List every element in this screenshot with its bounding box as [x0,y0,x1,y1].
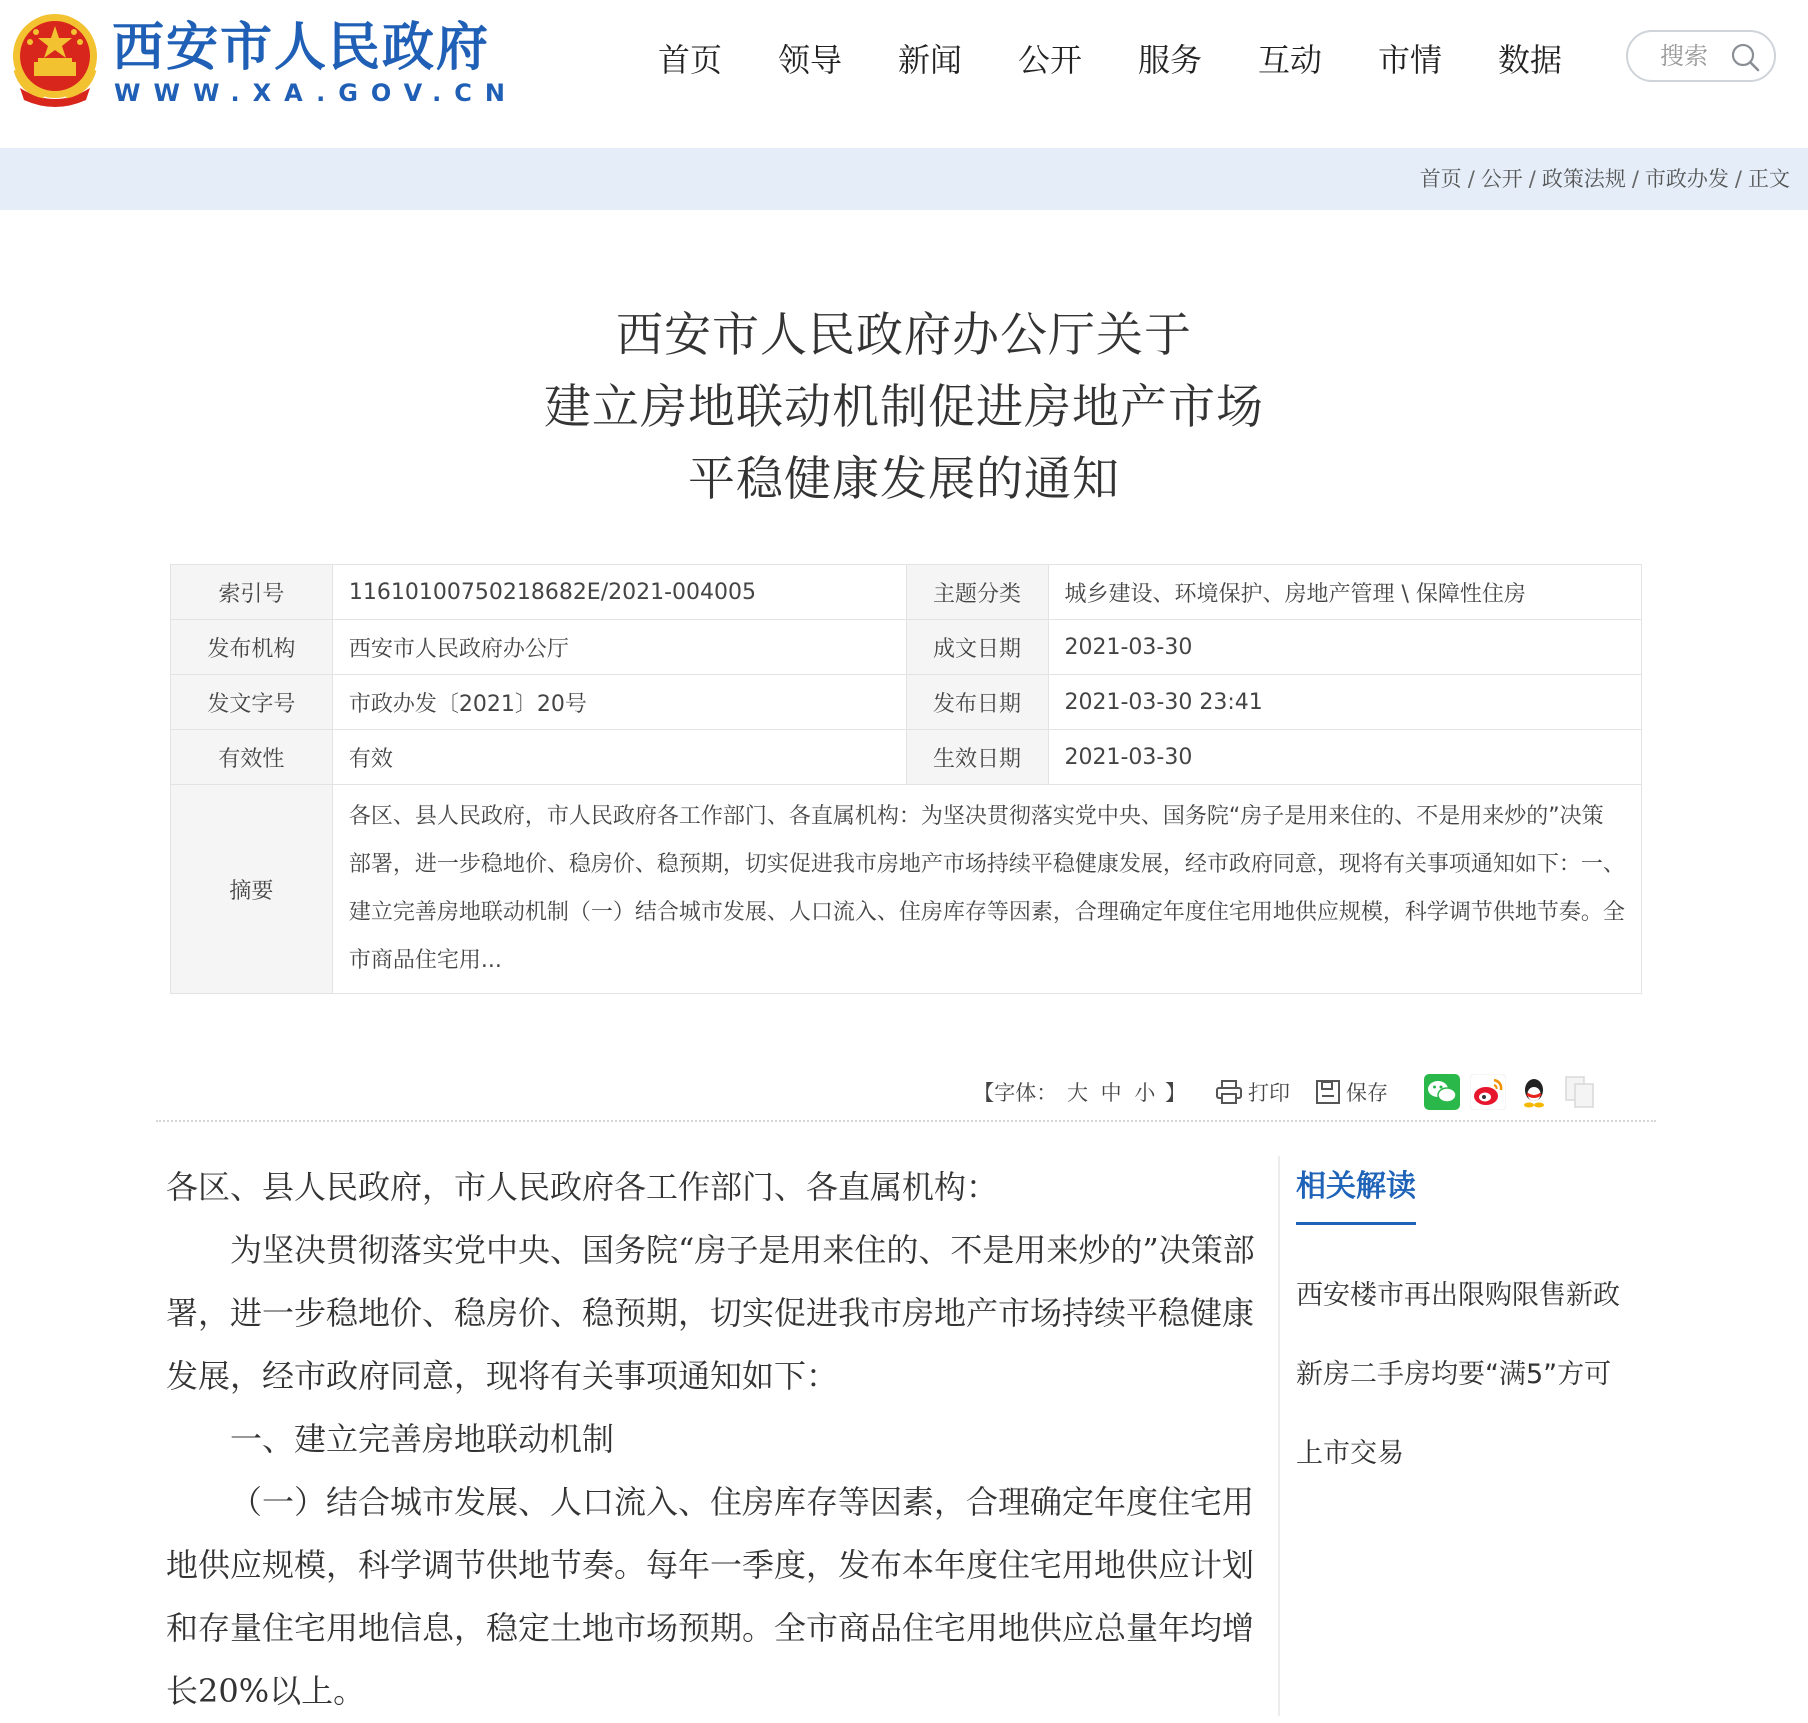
breadcrumb [1420,148,1790,210]
meta-label-validity: 有效性 [171,730,333,785]
article-title-line: 西安市人民政府办公厅关于 [616,308,1192,363]
document-metadata-table [170,564,1642,994]
meta-label-written-date: 成文日期 [906,620,1048,675]
meta-value-topic: 城乡建设、环境保护、房地产管理 \ 保障性住房 [1048,565,1642,620]
meta-label-doc-number: 发文字号 [171,675,333,730]
print-icon [1216,1080,1242,1104]
breadcrumb-public[interactable]: 公开 [1480,167,1523,191]
table-row [171,785,1642,994]
nav-item-city[interactable]: 市情 [1377,41,1442,79]
meta-value-validity: 有效 [332,730,906,785]
related-reading-link[interactable]: 西安楼市再出限购限售新政 新房二手房均要“满5”方可上市交易 [1296,1280,1620,1469]
nav-item-news[interactable]: 新闻 [897,41,962,79]
article-paragraph: 为坚决贯彻落实党中央、国务院“房子是用来住的、不是用来炒的”决策部署，进一步稳地价、稳房价、稳预期，切实促进我市房地产市场持续平稳健康发展，经市政府同意，现将有关事项通知如下： [166,1231,1255,1395]
breadcrumb-current: 正文 [1748,167,1790,191]
article-body [166,1156,1276,1723]
meta-label-effective-date: 生效日期 [906,730,1048,785]
search-box [1626,30,1776,82]
related-reading-heading: 相关解读 [1296,1162,1416,1225]
nav-item-public[interactable]: 公开 [1017,41,1082,79]
print-label: 打印 [1248,1081,1290,1105]
breadcrumb-separator: / [1734,167,1742,191]
article-title-line: 建立房地联动机制促进房地产市场 [544,380,1264,435]
meta-value-published-date: 2021-03-30 23:41 [1048,675,1642,730]
table-row [171,730,1642,785]
meta-label-index: 索引号 [171,565,333,620]
article-paragraph: （一）结合城市发展、人口流入、住房库存等因素，合理确定年度住宅用地供应规模，科学调节供地节奏。每年一季度，发布本年度住宅用地供应计划和存量住宅用地信息，稳定土地市场预期。全市商品住宅用地供应总量年均增长20%以上。 [166,1483,1255,1710]
meta-label-published-date: 发布日期 [906,675,1048,730]
article-salutation: 各区、县人民政府，市人民政府各工作部门、各直属机构： [166,1168,999,1206]
national-emblem-icon [8,10,102,112]
font-size-label: 【字体： [973,1081,1058,1105]
article-title-line: 平稳健康发展的通知 [688,452,1120,507]
site-header [0,0,1808,148]
meta-value-index: 11610100750218682E/2021-004005 [332,565,906,620]
meta-value-effective-date: 2021-03-30 [1048,730,1642,785]
table-row [171,620,1642,675]
meta-label-issuer: 发布机构 [171,620,333,675]
breadcrumb-policy[interactable]: 政策法规 [1541,167,1626,191]
font-size-large-button[interactable]: 大 [1066,1081,1088,1105]
breadcrumb-category[interactable]: 市政办发 [1644,167,1729,191]
print-button[interactable] [1216,1077,1290,1107]
breadcrumb-band [0,148,1808,210]
nav-item-interact[interactable]: 互动 [1257,41,1322,79]
save-icon [1316,1080,1340,1104]
site-name[interactable]: 西安市人民政府 [112,18,491,78]
table-row [171,565,1642,620]
copy-icon[interactable] [1562,1074,1598,1110]
site-url: WWW.XA.GOV.CN [114,79,518,107]
meta-label-topic: 主题分类 [906,565,1048,620]
nav-item-home[interactable]: 首页 [657,41,722,79]
breadcrumb-separator: / [1631,167,1639,191]
nav-item-leaders[interactable]: 领导 [777,41,842,79]
nav-item-data[interactable]: 数据 [1497,41,1562,79]
sidebar-divider [1278,1156,1280,1716]
article-container [6,210,1802,1716]
font-size-medium-button[interactable]: 中 [1100,1081,1122,1105]
nav-item-services[interactable]: 服务 [1137,41,1202,79]
main-nav [630,32,1590,88]
breadcrumb-home[interactable]: 首页 [1419,167,1462,191]
weibo-icon[interactable] [1470,1074,1506,1110]
save-label: 保存 [1346,1081,1388,1105]
article-title [6,300,1802,516]
meta-label-summary: 摘要 [171,785,333,994]
toolbar-tools [973,1072,1598,1112]
meta-value-summary: 各区、县人民政府，市人民政府各工作部门、各直属机构：为坚决贯彻落实党中央、国务院“房子是用来住的、不是用来炒的”决策部署，进一步稳地价、稳房价、稳预期，切实促进我市房地产市场持续平稳健康发展，经市政府同意，现将有关事项通知如下：一、建立完善房地联动机制（一）结合城市发展、人口流入、住房库存等因素，合理确定年度住宅用地供应规模，科学调节供地节奏。全市商品住宅用... [332,785,1641,994]
font-size-selector [973,1077,1186,1107]
meta-value-doc-number: 市政办发〔2021〕20号 [332,675,906,730]
save-button[interactable] [1316,1077,1388,1107]
article-toolbar [156,1072,1656,1122]
wechat-icon[interactable] [1424,1074,1460,1110]
font-size-small-button[interactable]: 小 [1134,1081,1156,1105]
table-row [171,675,1642,730]
article-section-heading: 一、建立完善房地联动机制 [230,1420,615,1458]
search-icon[interactable] [1730,42,1760,72]
font-size-label-close: 】 [1165,1081,1186,1105]
breadcrumb-separator: / [1528,167,1536,191]
breadcrumb-separator: / [1467,167,1475,191]
qq-icon[interactable] [1516,1074,1552,1110]
meta-value-written-date: 2021-03-30 [1048,620,1642,675]
meta-value-issuer: 西安市人民政府办公厅 [332,620,906,675]
